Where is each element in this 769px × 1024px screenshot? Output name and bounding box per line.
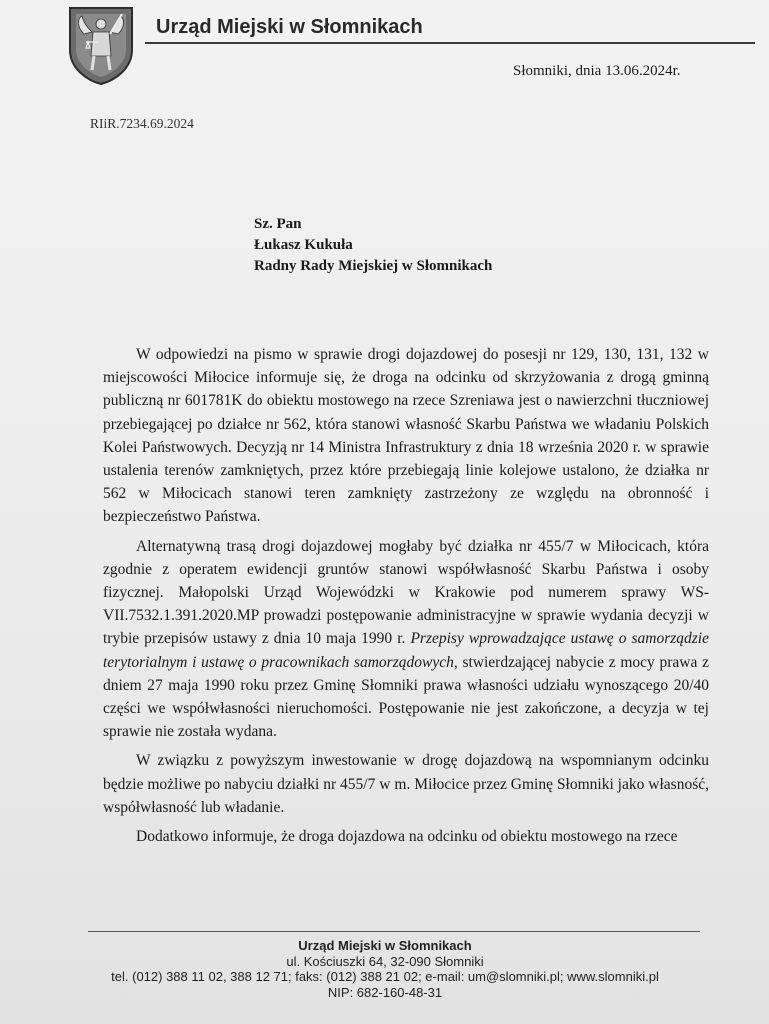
footer-address: ul. Kościuszki 64, 32-090 Słomniki	[286, 953, 484, 969]
letter-body	[103, 343, 709, 854]
addressee-salutation: Sz. Pan	[254, 216, 302, 232]
paragraph-2-part-a: Alternatywną trasą drogi dojazdowej mogłaby być działka nr 455/7 w Miłocicach, która zgodnie z operatem ewidencji gruntów stanowi współwłasność Skarbu Państwa i osoby fizycznej. Małopolski Urząd Wojewódzki w Krakowie pod numerem sprawy WS-VII.7532.1.391.2020.MP prowadzi postępowanie administracyjne w sprawie wydania decyzji w trybie przepisów ustawy z dnia 10 maja 1990 r.	[103, 537, 709, 648]
paragraph-2-part-b: stwierdzającej nabycie z mocy prawa z dniem 27 maja 1990 roku przez Gminę Słomniki prawa własności udziału wynoszącego 20/40 części we współwłasności nieruchomości. Postępowanie nie jest zakończone, a decyzja w tej sprawie nie została wydana.	[103, 653, 709, 741]
paragraph-2-italic-title: Przepisy wprowadzające ustawę o samorządzie terytorialnym i ustawę o pracownikach samorządowych,	[103, 630, 709, 671]
paragraph-2	[103, 535, 709, 744]
letter-date: Słomniki, dnia 13.06.2024r.	[513, 63, 681, 79]
letterhead-footer	[60, 938, 710, 1000]
paragraph-3: W związku z powyższym inwestowanie w drogę dojazdową na wspomnianym odcinku będzie możliwe po nabyciu działki nr 455/7 w m. Miłocice przez Gminę Słomniki jako własność, współwłasność lub władanie.	[103, 752, 709, 816]
footer-contact: tel. (012) 388 11 02, 388 12 71; faks: (012) 388 21 02; e-mail: um@slomniki.pl; www.slomniki.pl	[111, 969, 659, 984]
coat-of-arms-icon	[66, 4, 136, 86]
paragraph-4: Dodatkowo informuje, że droga dojazdowa na odcinku od obiektu mostowego na rzece	[136, 828, 678, 846]
footer-office-name: Urząd Miejski w Słomnikach	[298, 938, 472, 953]
footer-nip: NIP: 682-160-48-31	[327, 984, 443, 1000]
footer-divider	[88, 931, 700, 932]
header-divider	[145, 42, 755, 44]
addressee-title: Radny Rady Miejskiej w Słomnikach	[254, 258, 493, 274]
addressee-block	[254, 214, 492, 277]
addressee-name: Łukasz Kukuła	[254, 237, 353, 253]
paragraph-1: W odpowiedzi na pismo w sprawie drogi dojazdowej do posesji nr 129, 130, 131, 132 w miejscowości Miłocice informuje się, że droga na odcinku od skrzyżowania z drogą gminną publiczną nr 601781K do obiektu mostowego na rzece Szreniawa jest o nawierzchni tłuczniowej przebiegającej po działce nr 562, która stanowi własność Skarbu Państwa we władaniu Polskich Kolei Państwowych. Decyzją nr 14 Ministra Infrastruktury z dnia 18 września 2020 r. w sprawie ustalenia terenów zamkniętych, przez które przebiegają linie kolejowe ustalono, że działka nr 562 w Miłocicach stanowi teren zamknięty zastrzeżony ze względu na obronność i bezpieczeństwo Państwa.	[103, 346, 709, 526]
office-name: Urząd Miejski w Słomnikach	[156, 16, 423, 38]
reference-number: RIiR.7234.69.2024	[90, 116, 194, 131]
